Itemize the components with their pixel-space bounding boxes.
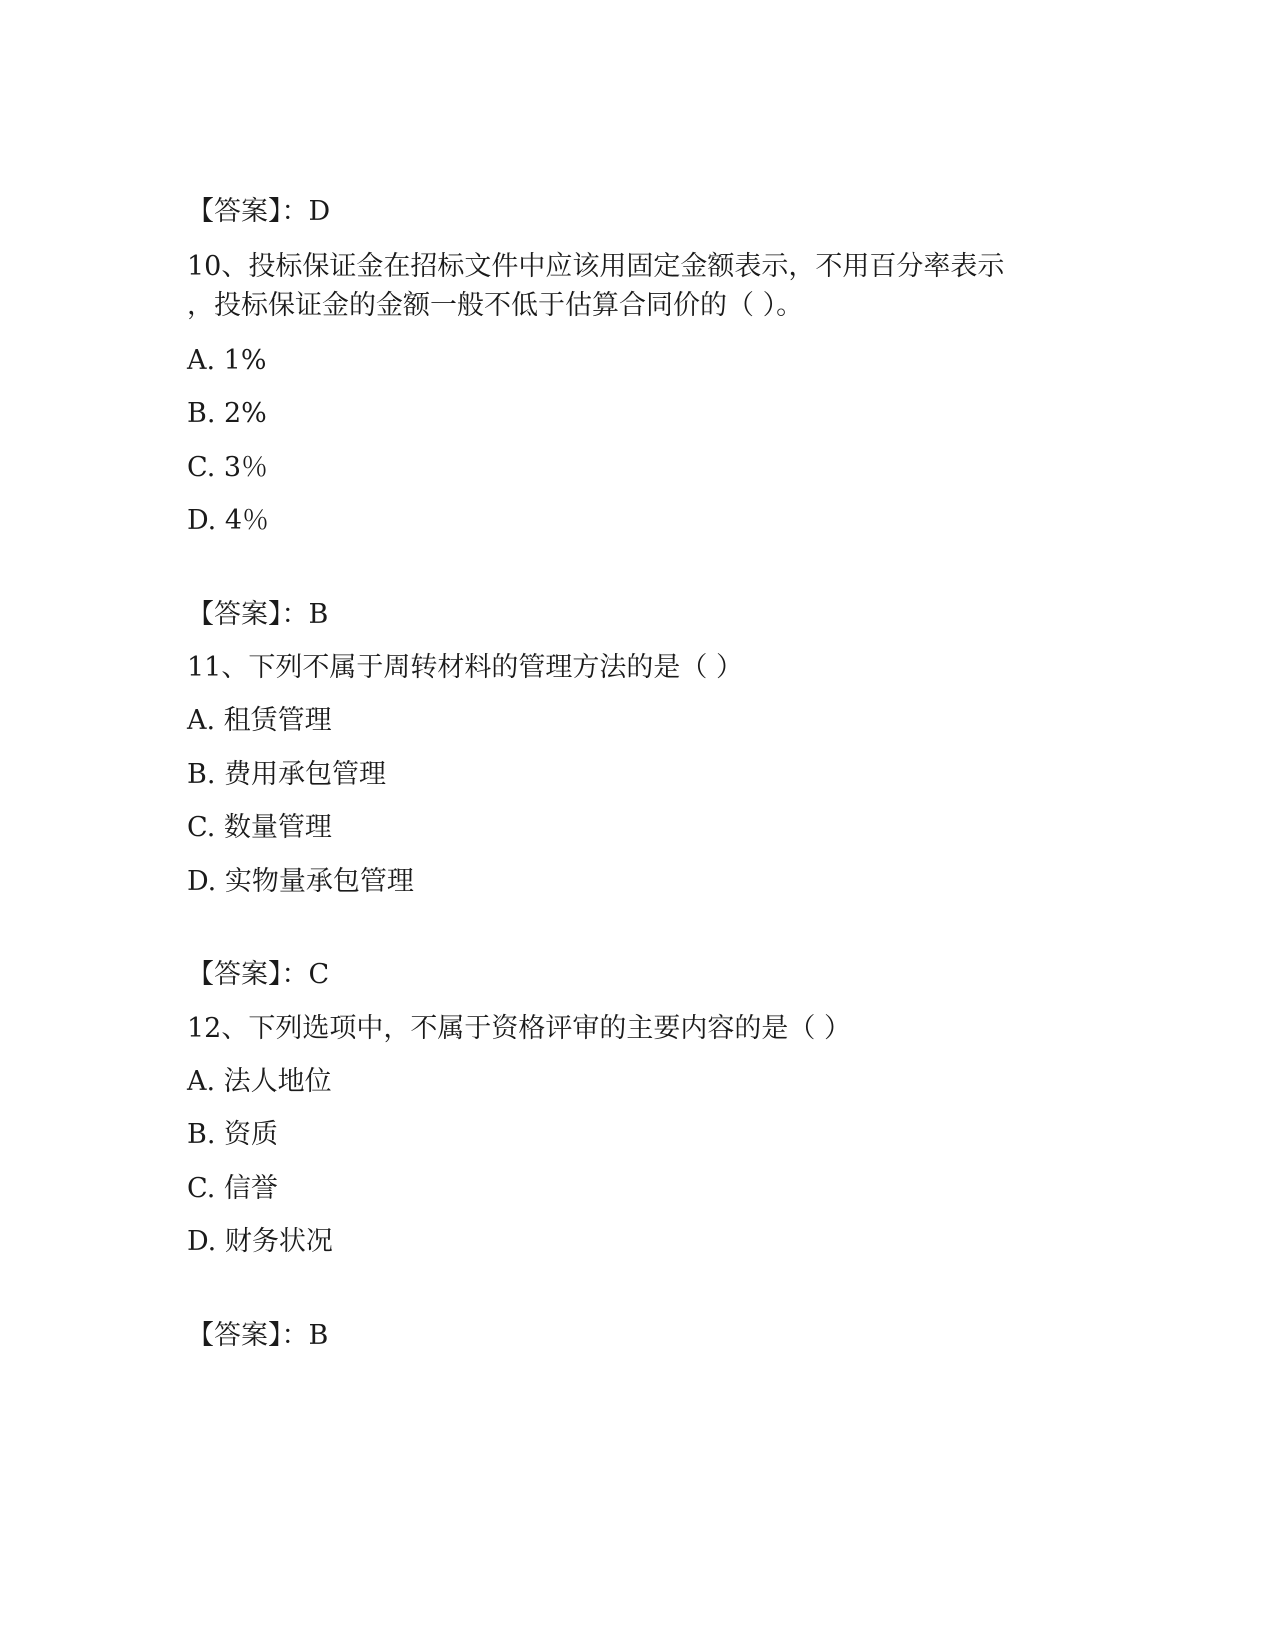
option-12-a: A. 法人地位 [187, 1066, 332, 1097]
question-11-line-1: 11、下列不属于周转材料的管理方法的是（ ） [187, 652, 743, 683]
option-12-d: D. 财务状况 [187, 1226, 333, 1257]
question-10-line-2: ，投标保证金的金额一般不低于估算合同价的（ ）。 [187, 290, 804, 321]
option-11-a: A. 租赁管理 [187, 705, 332, 736]
option-12-b: B. 资质 [187, 1119, 279, 1150]
question-10-line-1: 10、投标保证金在招标文件中应该用固定金额表示，不用百分率表示 [187, 251, 1005, 282]
option-11-b: B. 费用承包管理 [187, 759, 387, 790]
option-10-a: A. 1% [187, 345, 267, 376]
option-11-d: D. 实物量承包管理 [187, 866, 414, 897]
answer-9: 【答案】：D [187, 196, 331, 227]
option-10-d: D. 4％ [187, 505, 270, 536]
answer-11: 【答案】：C [187, 959, 330, 990]
answer-10: 【答案】：B [187, 599, 329, 630]
option-12-c: C. 信誉 [187, 1173, 278, 1204]
option-11-c: C. 数量管理 [187, 812, 332, 843]
option-10-b: B. 2% [187, 398, 267, 429]
option-10-c: C. 3％ [187, 452, 269, 483]
answer-12: 【答案】：B [187, 1320, 329, 1351]
question-12-line-1: 12、下列选项中，不属于资格评审的主要内容的是（ ） [187, 1013, 851, 1044]
